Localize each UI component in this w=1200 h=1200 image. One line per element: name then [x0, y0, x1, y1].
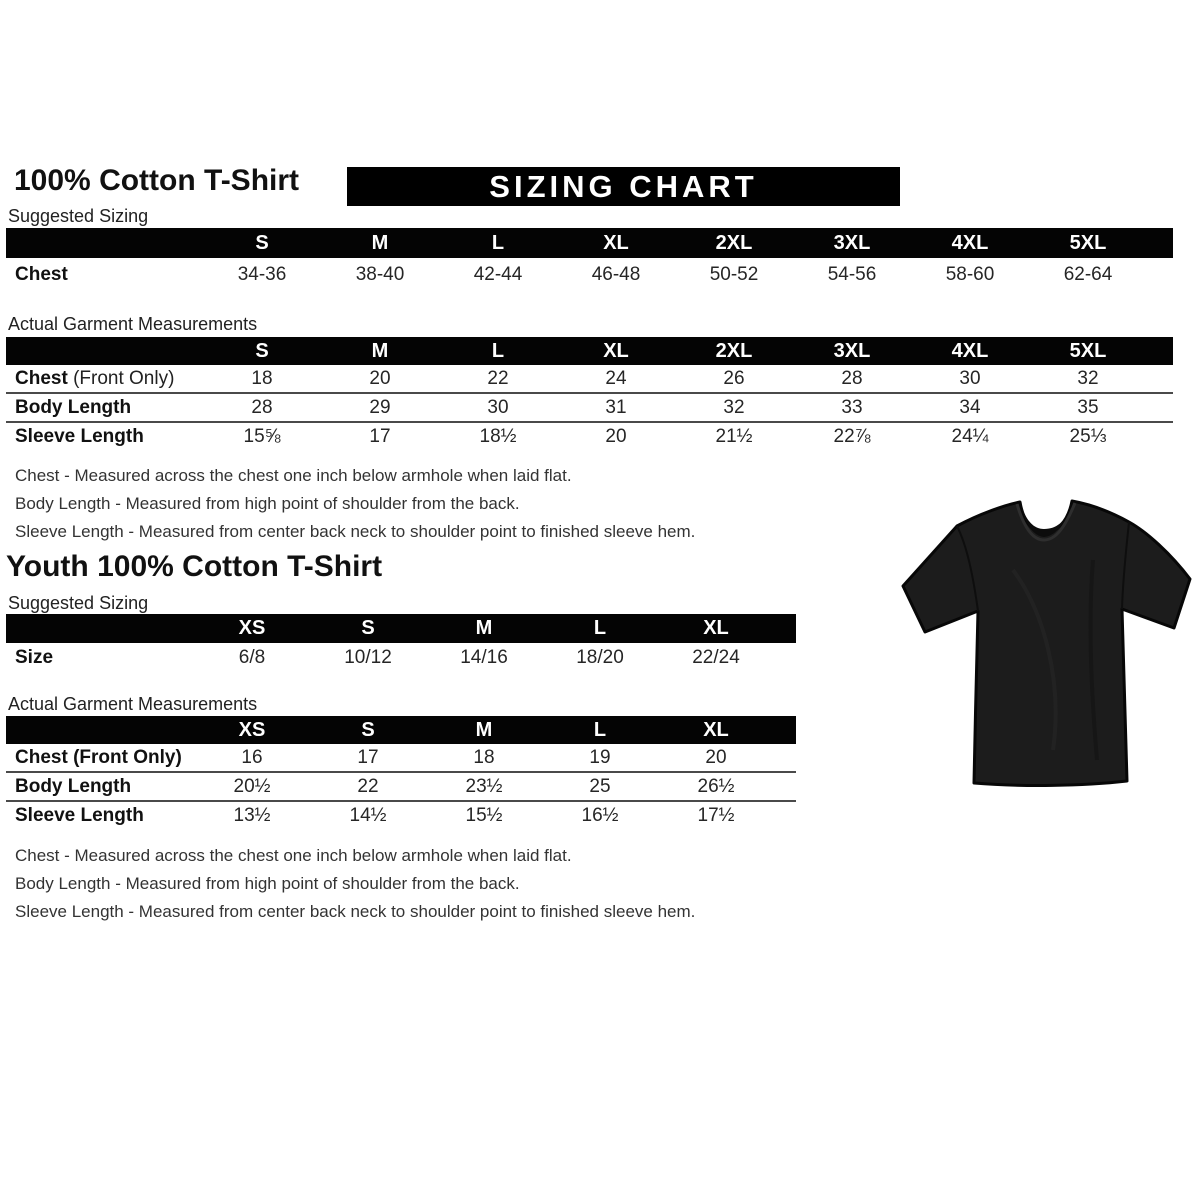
cell: 42-44 — [473, 263, 523, 285]
size-col-header: M — [426, 716, 542, 744]
cell: 31 — [557, 393, 675, 422]
size-col-header: S — [203, 337, 321, 365]
cell: 30 — [439, 393, 557, 422]
cell: 19 — [589, 746, 611, 768]
row-label: Chest — [15, 263, 68, 285]
tshirt-graphic — [893, 480, 1195, 810]
cell: 32 — [675, 393, 793, 422]
cell: 17 — [321, 422, 439, 450]
cell: 16 — [241, 746, 263, 768]
cell: 28 — [841, 367, 863, 389]
cell: 25 — [542, 772, 658, 801]
youth-garment-table — [6, 716, 796, 829]
table-row — [6, 801, 796, 829]
size-col-header: L — [439, 228, 557, 258]
youth-section-title: Youth 100% Cotton T-Shirt — [6, 550, 383, 583]
adult-garment-table — [6, 337, 1173, 450]
cell: 33 — [793, 393, 911, 422]
cell: 20 — [557, 422, 675, 450]
cell: 26 — [723, 367, 745, 389]
row-label: Size — [15, 647, 54, 668]
table-row — [6, 393, 1173, 422]
size-col-header: XL — [557, 337, 675, 365]
spacer — [1147, 258, 1173, 291]
table-row — [6, 258, 1173, 291]
youth-suggested-table — [6, 614, 796, 673]
cell: 14/16 — [460, 647, 508, 668]
header-row — [6, 716, 796, 744]
cell: 30 — [959, 367, 981, 389]
size-col-header: L — [542, 614, 658, 643]
black-tshirt-image — [893, 480, 1195, 810]
cell: 25⅓ — [1029, 422, 1147, 450]
sizing-chart-banner: SIZING CHART — [347, 167, 900, 206]
cell: 22 — [310, 772, 426, 801]
size-col-header: M — [321, 228, 439, 258]
size-col-header: S — [203, 228, 321, 258]
cell: 20½ — [194, 772, 310, 801]
cell: 18 — [473, 746, 495, 768]
cell: 20 — [705, 746, 727, 768]
table-row — [6, 772, 796, 801]
cell: 29 — [321, 393, 439, 422]
cell: 34-36 — [237, 263, 287, 285]
row-label: Body Length — [6, 393, 203, 422]
cell: 54-56 — [827, 263, 877, 285]
note-line: Chest - Measured across the chest one inch below armhole when laid flat. — [15, 846, 572, 865]
row-label: Chest (Front Only) — [15, 746, 182, 768]
size-col-header: 5XL — [1029, 337, 1147, 365]
youth-garment-measurements-label: Actual Garment Measurements — [8, 694, 258, 714]
cell: 46-48 — [591, 263, 641, 285]
row-label: Sleeve Length — [6, 422, 203, 450]
size-col-header: XL — [557, 228, 675, 258]
cell: 24 — [605, 367, 627, 389]
size-col-header: XL — [658, 614, 774, 643]
size-col-header: 3XL — [793, 337, 911, 365]
cell: 26½ — [658, 772, 774, 801]
spacer — [1147, 228, 1173, 258]
cell: 38-40 — [355, 263, 405, 285]
label-col-header — [6, 614, 194, 643]
spacer — [1147, 422, 1173, 450]
youth-suggested-sizing-label: Suggested Sizing — [8, 593, 149, 613]
spacer — [774, 716, 796, 744]
size-col-header: 5XL — [1029, 228, 1147, 258]
cell: 35 — [1029, 393, 1147, 422]
cell: 58-60 — [945, 263, 995, 285]
size-col-header: XS — [194, 716, 310, 744]
cell: 15½ — [426, 801, 542, 829]
youth-measurement-notes — [15, 842, 695, 926]
note-line: Sleeve Length - Measured from center back neck to shoulder point to finished sleeve hem. — [15, 902, 696, 921]
size-col-header: L — [542, 716, 658, 744]
size-col-header: 4XL — [911, 337, 1029, 365]
header-row — [6, 614, 796, 643]
row-label: Body Length — [6, 772, 194, 801]
label-col-header — [6, 228, 203, 258]
cell: 17 — [357, 746, 379, 768]
label-col-header — [6, 716, 194, 744]
cell: 20 — [369, 367, 391, 389]
cell: 22 — [487, 367, 509, 389]
note-line: Body Length - Measured from high point of shoulder from the back. — [15, 494, 520, 513]
cell: 13½ — [194, 801, 310, 829]
row-label: Sleeve Length — [6, 801, 194, 829]
size-col-header: 3XL — [793, 228, 911, 258]
size-col-header: L — [439, 337, 557, 365]
adult-suggested-table — [6, 228, 1173, 291]
cell: 24¼ — [911, 422, 1029, 450]
spacer — [1147, 393, 1173, 422]
size-col-header: M — [426, 614, 542, 643]
cell: 62-64 — [1063, 263, 1113, 285]
cell: 28 — [203, 393, 321, 422]
cell: 10/12 — [344, 647, 392, 668]
size-col-header: 4XL — [911, 228, 1029, 258]
cell: 18½ — [439, 422, 557, 450]
cell: 15⅝ — [203, 422, 321, 450]
cell: 22⅞ — [793, 422, 911, 450]
adult-suggested-sizing-label: Suggested Sizing — [8, 206, 149, 226]
cell: 16½ — [542, 801, 658, 829]
table-row — [6, 643, 796, 673]
cell: 21½ — [675, 422, 793, 450]
note-line: Chest - Measured across the chest one inch below armhole when laid flat. — [15, 466, 572, 485]
table-row — [6, 422, 1173, 450]
adult-measurement-notes — [15, 462, 695, 546]
header-row — [6, 337, 1173, 365]
label-col-header — [6, 337, 203, 365]
size-col-header: M — [321, 337, 439, 365]
spacer — [774, 801, 796, 829]
spacer — [774, 744, 796, 772]
cell: 14½ — [310, 801, 426, 829]
cell: 17½ — [658, 801, 774, 829]
cell: 18/20 — [576, 647, 624, 668]
page-title: 100% Cotton T-Shirt — [14, 164, 300, 197]
spacer — [1147, 337, 1173, 365]
note-line: Body Length - Measured from high point of shoulder from the back. — [15, 874, 520, 893]
spacer — [774, 643, 796, 673]
spacer — [774, 772, 796, 801]
size-col-header: S — [310, 614, 426, 643]
header-row — [6, 228, 1173, 258]
adult-garment-measurements-label: Actual Garment Measurements — [8, 314, 258, 334]
note-line: Sleeve Length - Measured from center back neck to shoulder point to finished sleeve hem. — [15, 522, 696, 541]
cell: 50-52 — [709, 263, 759, 285]
cell: 22/24 — [692, 647, 740, 668]
cell: 32 — [1077, 367, 1099, 389]
size-col-header: S — [310, 716, 426, 744]
cell: 23½ — [426, 772, 542, 801]
size-col-header: XS — [194, 614, 310, 643]
cell: 18 — [251, 367, 273, 389]
size-col-header: 2XL — [675, 337, 793, 365]
cell: 34 — [911, 393, 1029, 422]
table-row — [6, 744, 796, 772]
size-col-header: 2XL — [675, 228, 793, 258]
spacer — [1147, 365, 1173, 393]
table-row — [6, 365, 1173, 393]
size-col-header: XL — [658, 716, 774, 744]
spacer — [774, 614, 796, 643]
row-label: Chest (Front Only) — [15, 367, 175, 389]
cell: 6/8 — [238, 647, 266, 668]
